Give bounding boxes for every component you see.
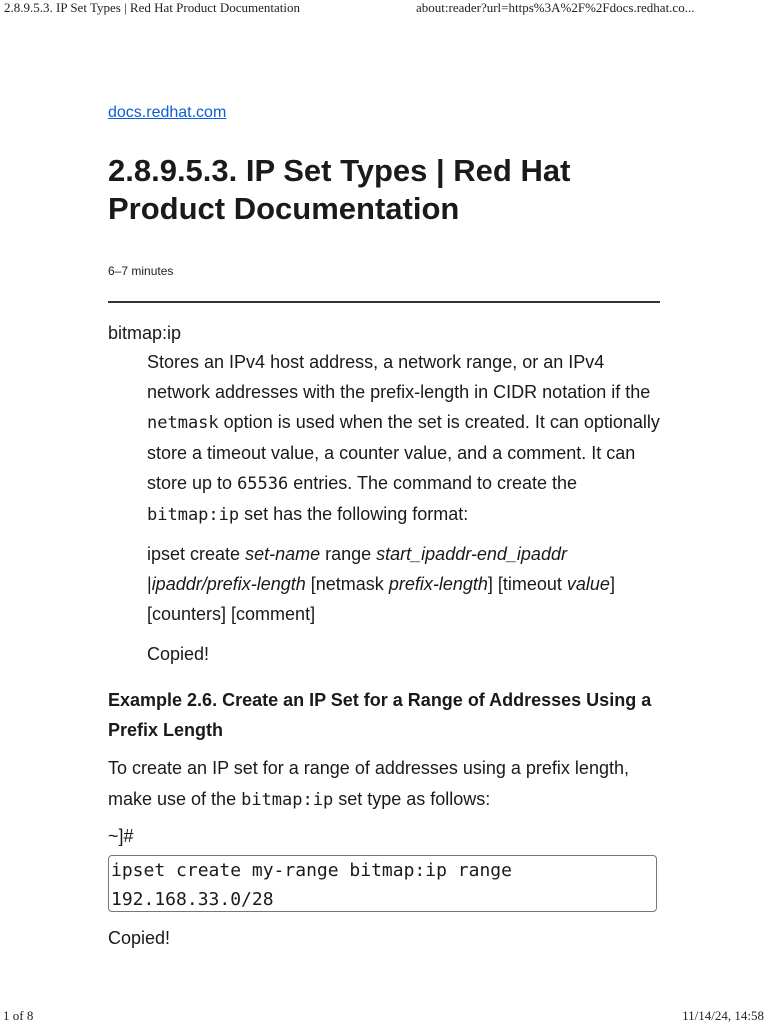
syntax-text: range (320, 544, 377, 564)
command-syntax (147, 539, 660, 629)
print-date: 11/14/24, 14:58 (682, 1008, 764, 1023)
inline-code-entries: 65536 (237, 474, 289, 494)
inline-code-set-type: bitmap:ip (241, 790, 334, 810)
shell-prompt: ~]# (108, 826, 134, 846)
syntax-placeholder: set-name (245, 544, 321, 564)
page-title: 2.8.9.5.3. IP Set Types | Red Hat Product Documentation (108, 153, 571, 226)
print-header-title: 2.8.9.5.3. IP Set Types | Red Hat Product Documentation (4, 0, 300, 15)
definition-term: bitmap:ip (108, 323, 182, 343)
copied-label: Copied! (108, 928, 171, 948)
example-title: Example 2.6. Create an IP Set for a Range of Addresses Using a Prefix Length (108, 690, 652, 740)
example-text: set type as follows: (333, 789, 491, 809)
definition-description (147, 347, 660, 530)
syntax-text: [netmask (305, 574, 389, 594)
example-text: To create an IP set for a range of addresses using a prefix length, make use of the (108, 758, 629, 809)
example-body (108, 753, 660, 816)
page-number: 1 of 8 (3, 1008, 34, 1023)
desc-text: entries. The command to create the (288, 473, 578, 493)
print-header (0, 0, 768, 20)
syntax-text: | (147, 574, 152, 594)
inline-code-set-type: bitmap:ip (147, 505, 240, 525)
code-block[interactable]: ipset create my-range bitmap:ip range 192.168.33.0/28 (108, 855, 657, 912)
syntax-text: ] [timeout (487, 574, 567, 594)
desc-text: Stores an IPv4 host address, a network range, or an IPv4 network addresses with the prefix-length in CIDR notation if the (147, 352, 651, 402)
header-divider (108, 301, 660, 303)
syntax-text: ipset create (147, 544, 246, 564)
source-domain-link[interactable]: docs.redhat.com (108, 104, 227, 121)
copied-label: Copied! (147, 644, 210, 664)
syntax-placeholder: ipaddr/prefix-length (151, 574, 306, 594)
print-header-url: about:reader?url=https%3A%2F%2Fdocs.redhat.co... (416, 0, 695, 15)
syntax-placeholder: value (566, 574, 610, 594)
desc-text: option is used when the set is created. It can optionally store a timeout value, a counter value, and a comment. It can store up to (147, 412, 660, 493)
syntax-text: ] [counters] [comment] (147, 574, 615, 624)
desc-text: set has the following format: (239, 504, 469, 524)
syntax-placeholder: prefix-length (388, 574, 488, 594)
reading-time: 6–7 minutes (108, 264, 174, 278)
inline-code-netmask: netmask (147, 413, 219, 433)
print-footer (0, 1008, 768, 1024)
syntax-placeholder: start_ipaddr-end_ipaddr (376, 544, 567, 564)
